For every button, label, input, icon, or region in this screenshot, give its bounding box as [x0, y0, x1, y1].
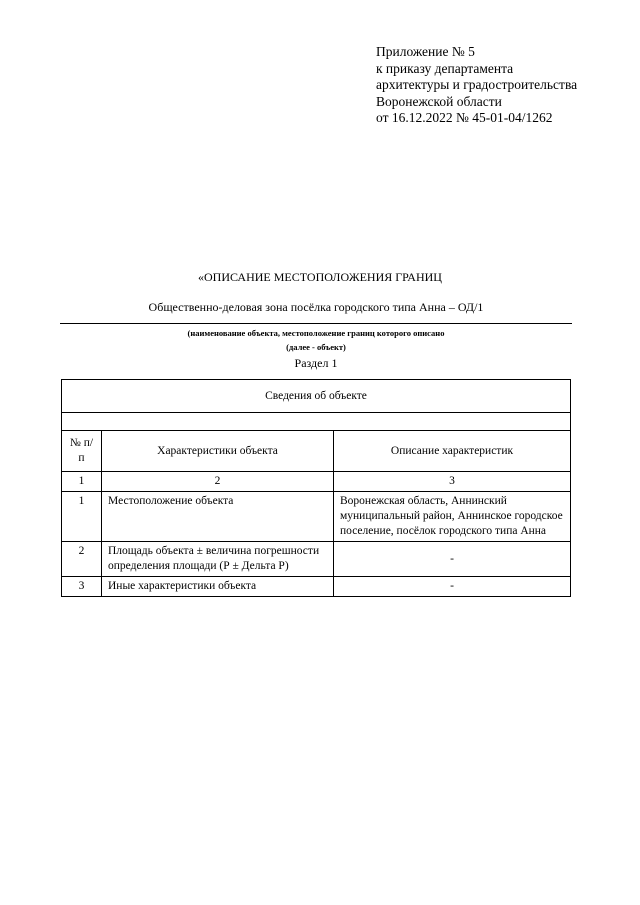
object-name: Общественно-деловая зона посёлка городского типа Анна – ОД/1 — [148, 300, 484, 314]
row-num: 3 — [62, 577, 102, 597]
column-number: 1 — [62, 472, 102, 492]
row-num: 1 — [62, 492, 102, 542]
table-row — [62, 492, 571, 542]
row-characteristic: Местоположение объекта — [102, 492, 334, 542]
appendix-line: Приложение № 5 — [376, 44, 475, 59]
appendix-line: к приказу департамента — [376, 60, 514, 76]
column-number-row — [62, 472, 571, 492]
column-number: 2 — [102, 472, 334, 492]
row-num: 2 — [62, 542, 102, 577]
table-row — [62, 542, 571, 577]
row-description: Воронежская область, Аннинский муниципальный район, Аннинское городское поселение, посёлок городского типа Анна — [334, 492, 571, 542]
header-description: Описание характеристик — [334, 431, 571, 472]
appendix-line: архитектуры и градостроительства — [376, 77, 578, 92]
document-title: «ОПИСАНИЕ МЕСТОПОЛОЖЕНИЯ ГРАНИЦ — [198, 270, 442, 284]
appendix-header — [376, 44, 577, 127]
appendix-line: от 16.12.2022 № 45-01-04/1262 — [376, 110, 553, 125]
table-caption: Сведения об объекте — [62, 380, 571, 413]
row-characteristic: Иные характеристики объекта — [102, 577, 334, 597]
note-line-2: (далее - объект) — [286, 342, 346, 352]
row-description: - — [334, 542, 571, 577]
note-line-1: (наименование объекта, местоположение границ которого описано — [187, 328, 445, 338]
table-spacer-row — [62, 413, 571, 431]
row-description: - — [334, 577, 571, 597]
column-number: 3 — [334, 472, 571, 492]
table-header-row — [62, 431, 571, 472]
object-info-table — [61, 379, 571, 597]
object-name-note — [60, 326, 572, 354]
table-caption-row — [62, 380, 571, 413]
header-characteristics: Характеристики объекта — [102, 431, 334, 472]
row-characteristic: Площадь объекта ± величина погрешности определения площади (Р ± Дельта Р) — [102, 542, 334, 577]
underline-divider — [60, 323, 572, 324]
spacer-cell — [62, 413, 571, 431]
section-heading: Раздел 1 — [294, 356, 338, 370]
appendix-line: Воронежской области — [376, 93, 502, 109]
header-num: № п/п — [62, 431, 102, 472]
table-row — [62, 577, 571, 597]
